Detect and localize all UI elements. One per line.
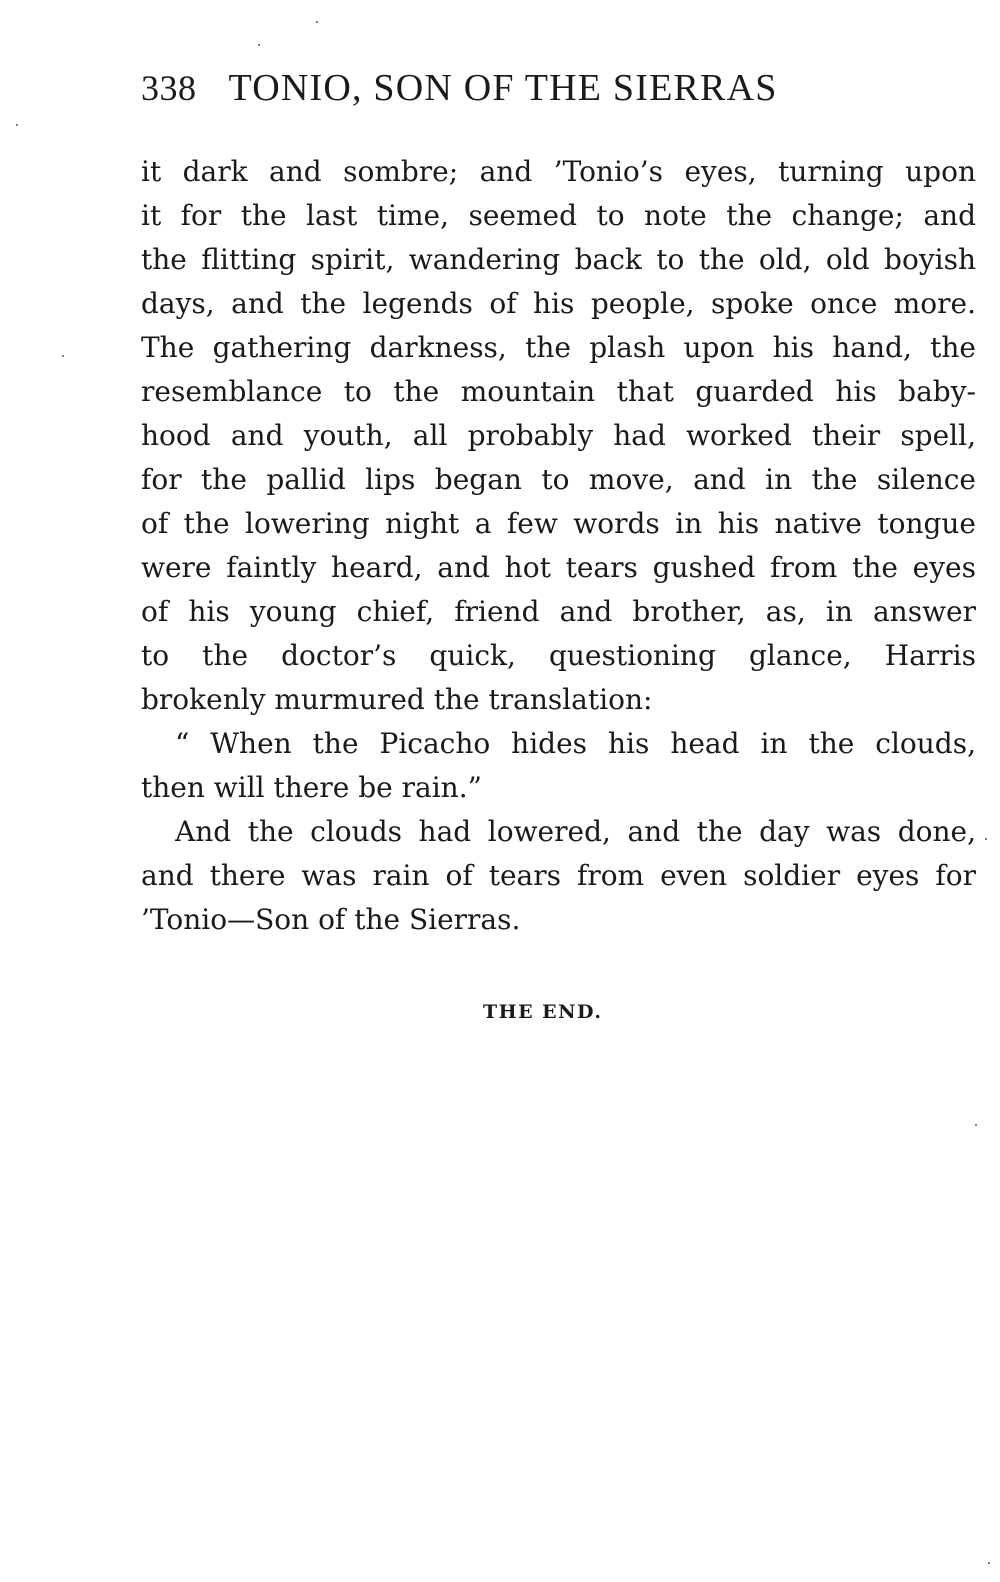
text-line: ’Tonio—Son of the Sierras. xyxy=(141,903,521,936)
text-line: the flitting spirit, wandering back to the old, old boyish xyxy=(141,243,976,276)
speck xyxy=(16,124,18,126)
quote-line: then will there be rain.” xyxy=(141,771,482,804)
text-line: And the clouds had lowered, and the day was done, xyxy=(175,815,976,848)
text-line: were faintly heard, and hot tears gushed from the eyes xyxy=(141,551,976,584)
running-head xyxy=(141,66,906,122)
page-number: 338 xyxy=(141,68,197,108)
speck xyxy=(988,1562,990,1564)
speck xyxy=(62,355,64,357)
speck xyxy=(316,21,318,23)
quote-line: “ When the Picacho hides his head in the clouds, xyxy=(175,727,976,760)
text-line: and there was rain of tears from even soldier eyes for xyxy=(141,859,976,892)
body-text xyxy=(141,150,976,942)
text-line: resemblance to the mountain that guarded his baby- xyxy=(141,375,976,408)
speck xyxy=(975,1124,977,1126)
text-line: of the lowering night a few words in his native tongue xyxy=(141,507,976,540)
text-line: of his young chief, friend and brother, as, in answer xyxy=(141,595,976,628)
the-end-label: THE END. xyxy=(483,1001,603,1023)
text-line: The gathering darkness, the plash upon his hand, the xyxy=(141,331,976,364)
text-line: for the pallid lips began to move, and in the silence xyxy=(141,463,976,496)
text-line: it dark and sombre; and ’Tonio’s eyes, turning upon xyxy=(141,155,976,188)
speck xyxy=(985,838,987,840)
text-line: brokenly murmured the translation: xyxy=(141,683,653,716)
text-line: it for the last time, seemed to note the change; and xyxy=(141,199,976,232)
speck xyxy=(258,44,260,46)
text-line: hood and youth, all probably had worked their spell, xyxy=(141,419,976,452)
text-line: days, and the legends of his people, spoke once more. xyxy=(141,287,976,320)
text-line: to the doctor’s quick, questioning glance, Harris xyxy=(141,639,976,672)
book-title: TONIO, SON OF THE SIERRAS xyxy=(228,67,778,109)
